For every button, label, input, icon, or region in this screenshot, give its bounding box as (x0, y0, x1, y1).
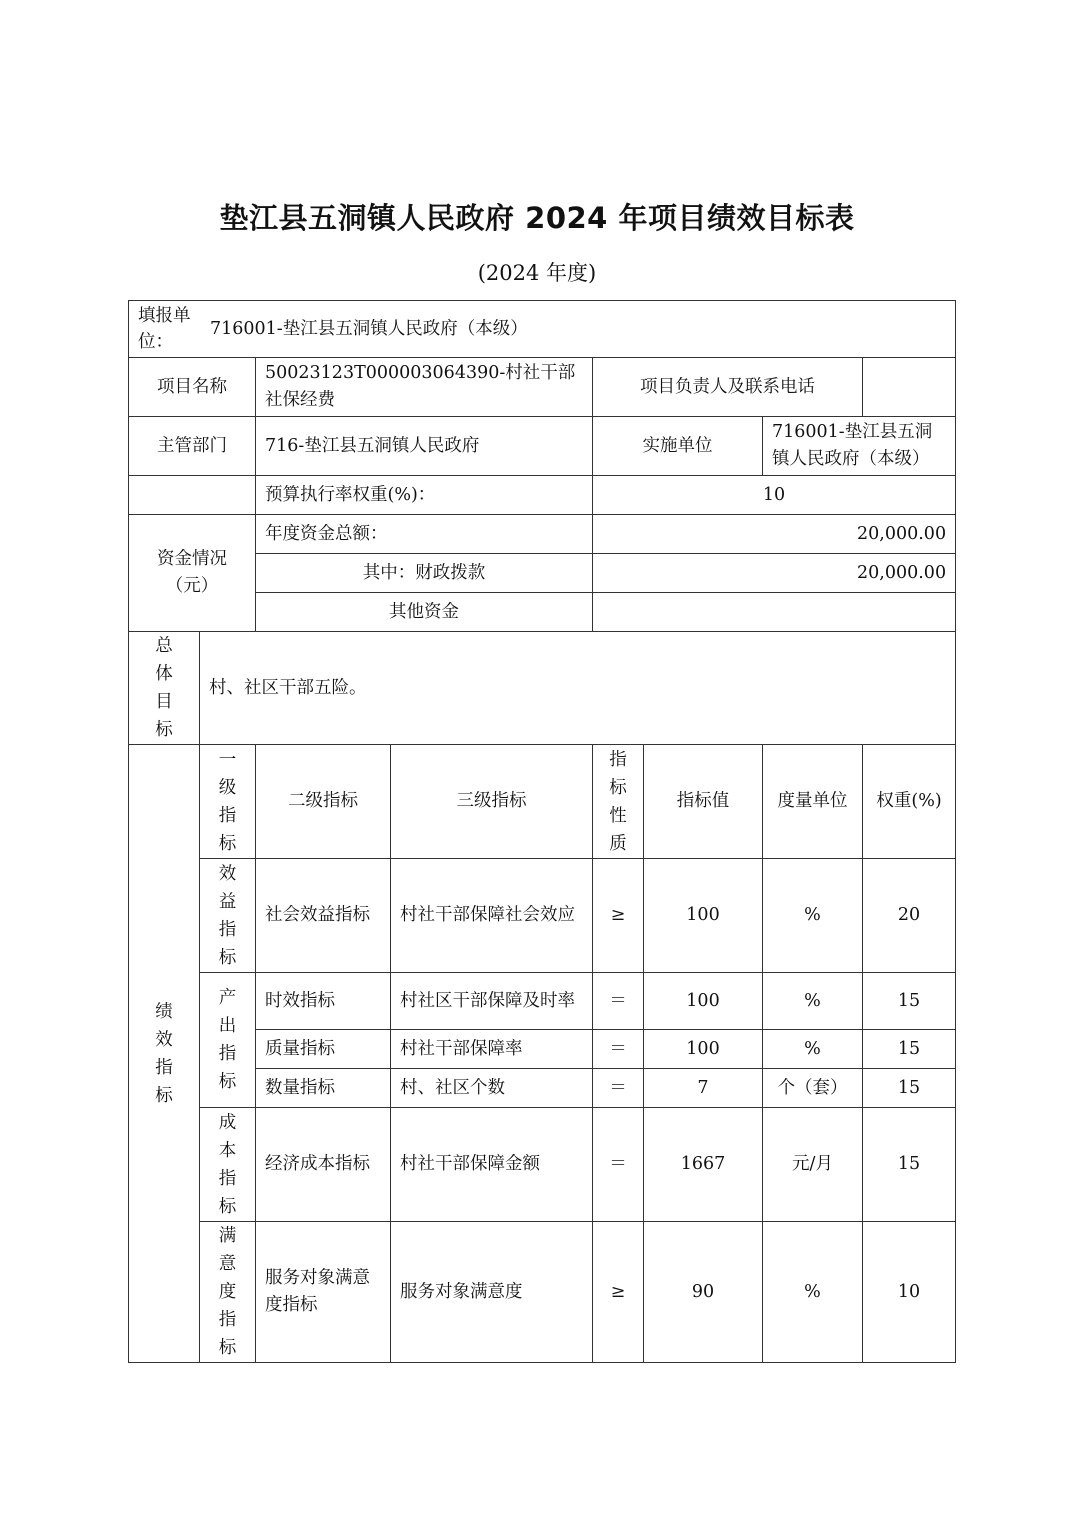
weight-cell: 15 (863, 973, 956, 1030)
level3-cell: 服务对象满意度 (391, 1222, 593, 1363)
indicator-row (129, 859, 956, 973)
level2-cell: 经济成本指标 (256, 1108, 391, 1222)
header-nature-text: 指标性质 (609, 749, 627, 854)
header-level1 (200, 745, 256, 859)
funds-fiscal-label: 其中：财政拨款 (256, 554, 593, 593)
unit-value: 716001-垫江县五洞镇人民政府（本级） (210, 318, 528, 339)
budget-weight-value: 10 (593, 476, 956, 515)
unit-cell: 元/月 (763, 1108, 863, 1222)
header-unit: 度量单位 (763, 745, 863, 859)
level1-output (200, 973, 256, 1108)
header-nature (593, 745, 644, 859)
goal-label (129, 632, 200, 745)
nature-cell: ＝ (593, 1030, 644, 1069)
nature-cell: ＝ (593, 1108, 644, 1222)
level3-cell: 村社区干部保障及时率 (391, 973, 593, 1030)
unit-cell: % (763, 859, 863, 973)
indicator-row (129, 973, 956, 1030)
level3-cell: 村社干部保障率 (391, 1030, 593, 1069)
implementing-unit-value: 716001-垫江县五洞镇人民政府（本级） (763, 417, 956, 476)
funds-total-row (129, 515, 956, 554)
nature-cell: ＝ (593, 1069, 644, 1108)
goal-label-text: 总体目标 (155, 636, 173, 740)
unit-cell: 个（套） (763, 1069, 863, 1108)
header-weight: 权重(%) (863, 745, 956, 859)
indicators-label-text: 绩效指标 (155, 1001, 173, 1106)
level2-cell: 时效指标 (256, 973, 391, 1030)
indicator-row (129, 1222, 956, 1363)
department-row (129, 417, 956, 476)
unit-cell: % (763, 1030, 863, 1069)
level3-cell: 村社干部保障金额 (391, 1108, 593, 1222)
level1-benefit (200, 859, 256, 973)
unit-row (129, 301, 956, 358)
weight-cell: 15 (863, 1108, 956, 1222)
level1-benefit-text: 效益指标 (218, 863, 237, 968)
funds-total-value: 20,000.00 (593, 515, 956, 554)
unit-cell: % (763, 1222, 863, 1363)
department-label: 主管部门 (129, 417, 256, 476)
budget-weight-label: 预算执行率权重(%)： (256, 476, 593, 515)
project-row (129, 358, 956, 417)
nature-cell: ≥ (593, 859, 644, 973)
value-cell: 7 (644, 1069, 763, 1108)
funds-other-label: 其他资金 (256, 593, 593, 632)
goal-row (129, 632, 956, 745)
project-contact-value (863, 358, 956, 417)
level2-cell: 数量指标 (256, 1069, 391, 1108)
level1-cost-text: 成本指标 (218, 1112, 237, 1217)
level3-cell: 村、社区个数 (391, 1069, 593, 1108)
project-name-label: 项目名称 (129, 358, 256, 417)
unit-cell: % (763, 973, 863, 1030)
level2-cell: 质量指标 (256, 1030, 391, 1069)
weight-cell: 15 (863, 1069, 956, 1108)
indicators-label (129, 745, 200, 1363)
value-cell: 90 (644, 1222, 763, 1363)
page-subtitle: (2024 年度) (477, 261, 597, 285)
project-name-value: 50023123T000003064390-村社干部社保经费 (256, 358, 593, 417)
value-cell: 100 (644, 973, 763, 1030)
funds-label-text: 资金情况（元） (157, 549, 227, 596)
funds-label (129, 515, 256, 632)
indicator-header-row (129, 745, 956, 859)
unit-label: 填报单位： (138, 306, 191, 352)
level1-satisfaction (200, 1222, 256, 1363)
budget-weight-row (129, 476, 956, 515)
header-level2: 二级指标 (256, 745, 391, 859)
funds-total-label: 年度资金总额： (256, 515, 593, 554)
nature-cell: ＝ (593, 973, 644, 1030)
implementing-unit-label: 实施单位 (593, 417, 763, 476)
level1-cost (200, 1108, 256, 1222)
weight-cell: 10 (863, 1222, 956, 1363)
project-contact-label: 项目负责人及联系电话 (593, 358, 863, 417)
value-cell: 100 (644, 1030, 763, 1069)
header-level1-text: 一级指标 (218, 749, 237, 854)
unit-cell (129, 301, 956, 358)
funds-fiscal-value: 20,000.00 (593, 554, 956, 593)
level2-cell: 社会效益指标 (256, 859, 391, 973)
level1-satisfaction-text: 满意度指标 (218, 1226, 237, 1358)
level1-output-text: 产出指标 (218, 988, 237, 1092)
value-cell: 1667 (644, 1108, 763, 1222)
weight-cell: 15 (863, 1030, 956, 1069)
value-cell: 100 (644, 859, 763, 973)
department-value: 716-垫江县五洞镇人民政府 (256, 417, 593, 476)
budget-weight-blank (129, 476, 256, 515)
indicator-row (129, 1108, 956, 1222)
funds-other-value (593, 593, 956, 632)
level2-cell: 服务对象满意度指标 (256, 1222, 391, 1363)
header-value: 指标值 (644, 745, 763, 859)
page-title: 垫江县五洞镇人民政府 2024 年项目绩效目标表 (219, 201, 855, 235)
nature-cell: ≥ (593, 1222, 644, 1363)
level3-cell: 村社干部保障社会效应 (391, 859, 593, 973)
performance-target-table (128, 300, 956, 1363)
goal-value: 村、社区干部五险。 (200, 632, 956, 745)
weight-cell: 20 (863, 859, 956, 973)
header-level3: 三级指标 (391, 745, 593, 859)
